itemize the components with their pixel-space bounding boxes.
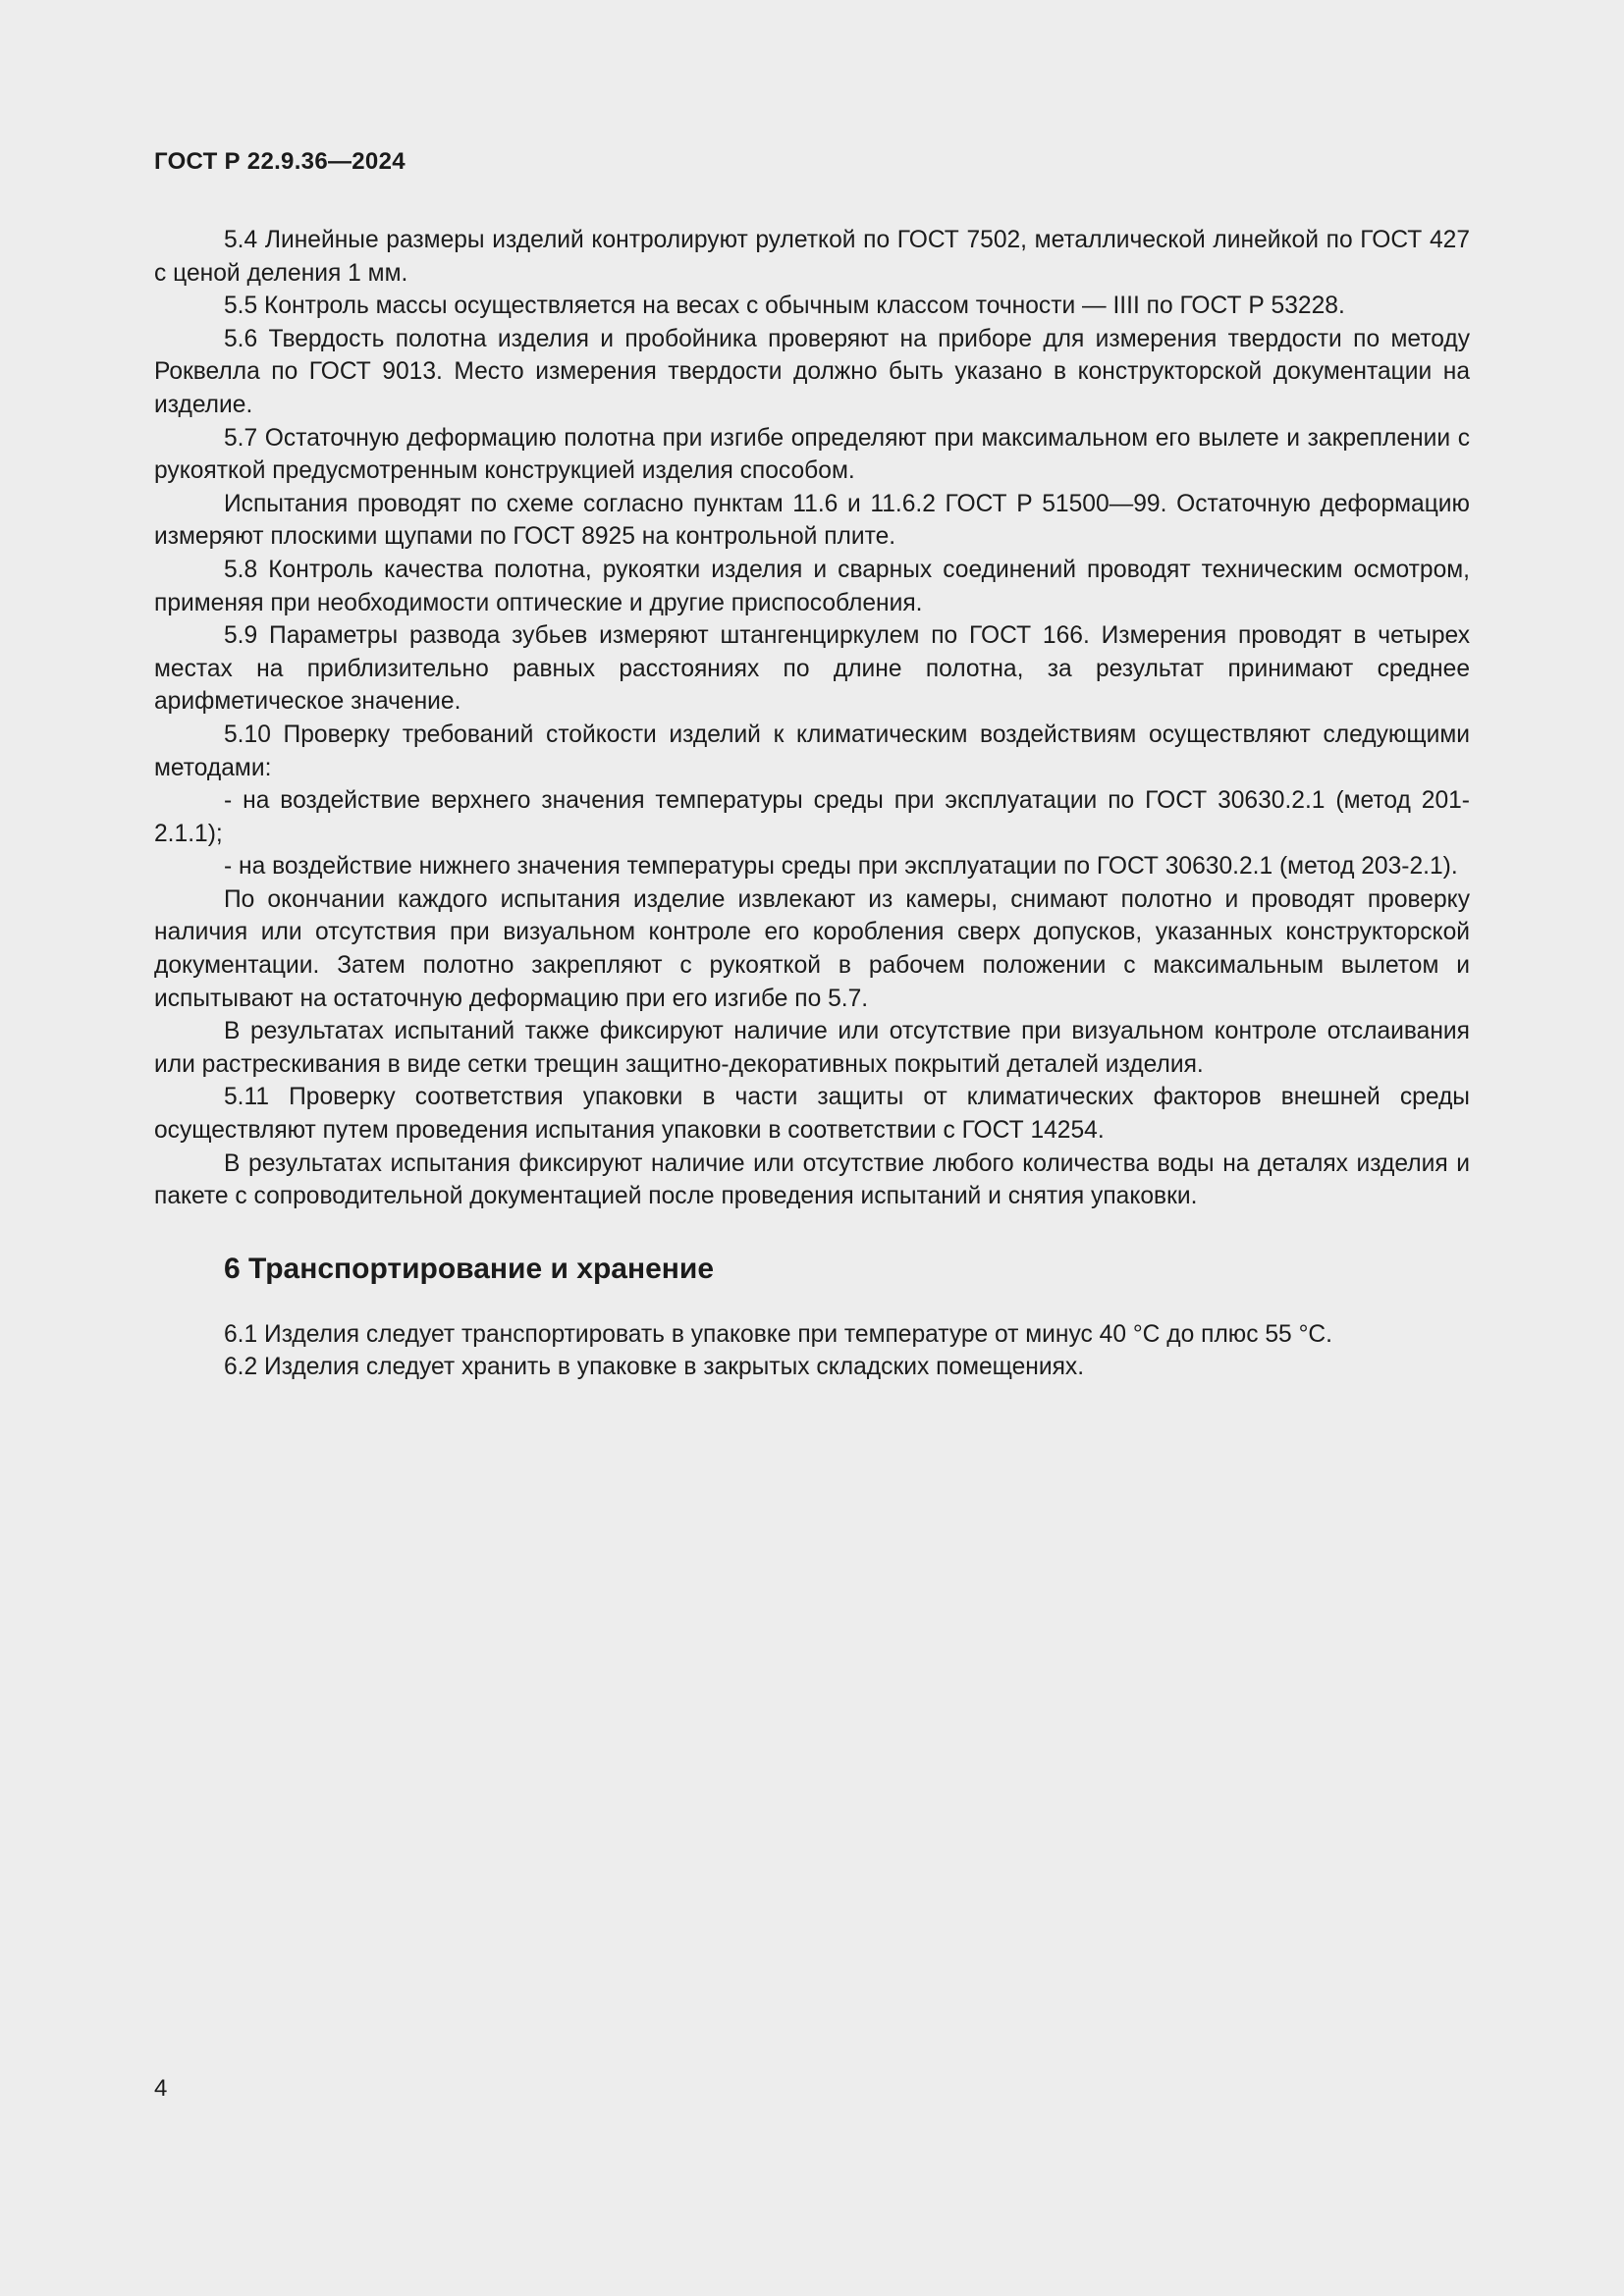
section-6-body xyxy=(154,1318,1470,1384)
list-item-upper-temperature: - на воздействие верхнего значения температуры среды при эксплуатации по ГОСТ 30630.2.1 (метод 201-2.1.1); xyxy=(154,787,1470,847)
paragraph-5-7-tests: Испытания проводят по схеме согласно пунктам 11.6 и 11.6.2 ГОСТ Р 51500—99. Остаточную деформацию измеряют плоскими щупами по ГОСТ 8925 на контрольной плите. xyxy=(154,490,1470,551)
paragraph-6-1: 6.1 Изделия следует транспортировать в упаковке при температуре от минус 40 °С до плюс 55 °С. xyxy=(224,1320,1332,1348)
paragraph-5-4: 5.4 Линейные размеры изделий контролируют рулеткой по ГОСТ 7502, металлической линейкой по ГОСТ 427 с ценой деления 1 мм. xyxy=(154,227,1470,287)
list-item-lower-temperature: - на воздействие нижнего значения температуры среды при эксплуатации по ГОСТ 30630.2.1 (метод 203-2.1). xyxy=(224,853,1458,881)
paragraph-5-6: 5.6 Твердость полотна изделия и пробойника проверяют на приборе для измерения твердости по методу Роквелла по ГОСТ 9013. Место измерения твердости должно быть указано в конструкторской документации на изделие. xyxy=(154,325,1470,418)
paragraph-5-8: 5.8 Контроль качества полотна, рукоятки изделия и сварных соединений проводят техническим осмотром, применяя при необходимости оптические и другие приспособления. xyxy=(154,556,1470,616)
paragraph-5-5: 5.5 Контроль массы осуществляется на весах с обычным классом точности — IIII по ГОСТ Р 53228. xyxy=(224,293,1345,320)
standard-header: ГОСТ Р 22.9.36—2024 xyxy=(154,148,406,175)
paragraph-test-results: В результатах испытаний также фиксируют наличие или отсутствие при визуальном контроле отслаивания или растрескивания в виде сетки трещин защитно-декоративных покрытий деталей изделия. xyxy=(154,1018,1470,1078)
paragraph-5-10: 5.10 Проверку требований стойкости изделий к климатическим воздействиям осуществляют следующими методами: xyxy=(154,721,1470,781)
paragraph-5-11: 5.11 Проверку соответствия упаковки в части защиты от климатических факторов внешней среды осуществляют путем проведения испытания упаковки в соответствии с ГОСТ 14254. xyxy=(154,1084,1470,1145)
paragraph-5-9: 5.9 Параметры развода зубьев измеряют штангенциркулем по ГОСТ 166. Измерения проводят в четырех местах на приблизительно равных расстояниях по длине полотна, за результат принимают среднее арифметическое значение. xyxy=(154,622,1470,716)
document-body xyxy=(154,224,1470,1384)
paragraph-test-completion: По окончании каждого испытания изделие извлекают из камеры, снимают полотно и проводят проверку наличия или отсутствия при визуальном контроле его коробления сверх допусков, указанных конструкторской документации. Затем полотно закрепляют с рукояткой в рабочем положении с максимальным вылетом и испытывают на остаточную деформацию при его изгибе по 5.7. xyxy=(154,885,1470,1012)
paragraph-packaging-results: В результатах испытания фиксируют наличие или отсутствие любого количества воды на деталях изделия и пакете с сопроводительной документацией после проведения испытаний и снятия упаковки. xyxy=(154,1149,1470,1210)
page-number: 4 xyxy=(154,2075,168,2102)
paragraph-6-2: 6.2 Изделия следует хранить в упаковке в закрытых складских помещениях. xyxy=(224,1354,1085,1381)
paragraph-5-7: 5.7 Остаточную деформацию полотна при изгибе определяют при максимальном его вылете и закреплении с рукояткой предусмотренным конструкцией изделия способом. xyxy=(154,424,1470,485)
section-6-title: 6 Транспортирование и хранение xyxy=(224,1252,715,1285)
